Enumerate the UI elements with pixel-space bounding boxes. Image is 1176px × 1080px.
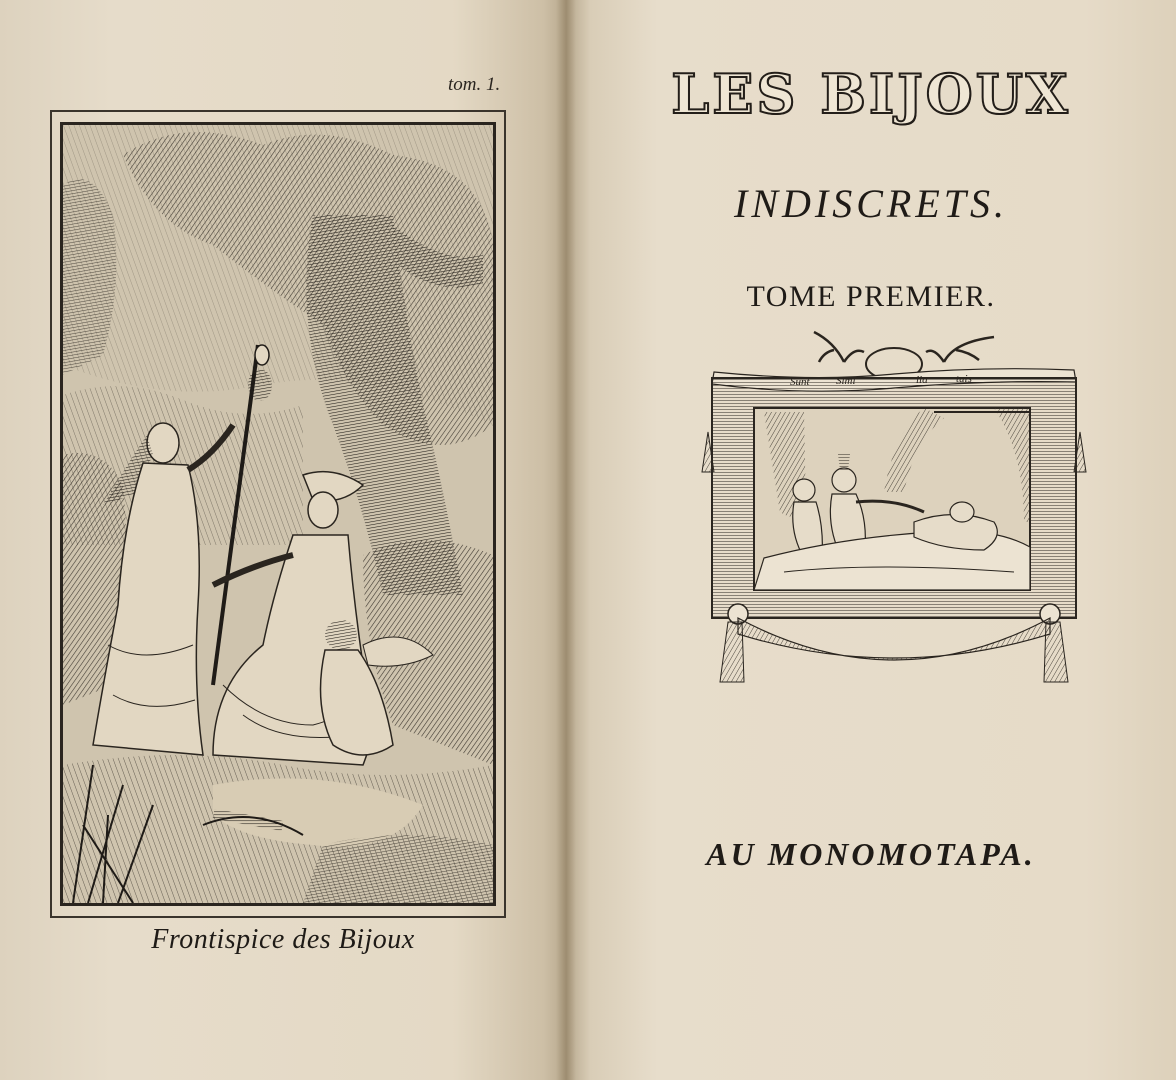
vignette-motto-word-2: Simi xyxy=(836,375,856,387)
title-line-2: INDISCRETS. xyxy=(734,181,1008,226)
vignette-motto-word-4: tuis xyxy=(956,373,972,385)
frontispiece-plate xyxy=(60,122,496,906)
frontispiece-engraving-image xyxy=(63,125,493,903)
plate-caption: Frontispice des Bijoux xyxy=(151,924,415,955)
title-vignette xyxy=(694,322,1094,706)
vignette-motto-word-3: lia xyxy=(916,374,928,386)
volume-label: tom. 1. xyxy=(448,74,501,95)
title-line-1: LES BIJOUX xyxy=(671,62,1071,126)
volume-heading: TOME PREMIER. xyxy=(746,280,996,313)
imprint-line: AU MONOMOTAPA. xyxy=(706,836,1036,872)
vignette-motto-word-1: Sunt xyxy=(790,376,810,388)
book-gutter xyxy=(556,0,576,1080)
